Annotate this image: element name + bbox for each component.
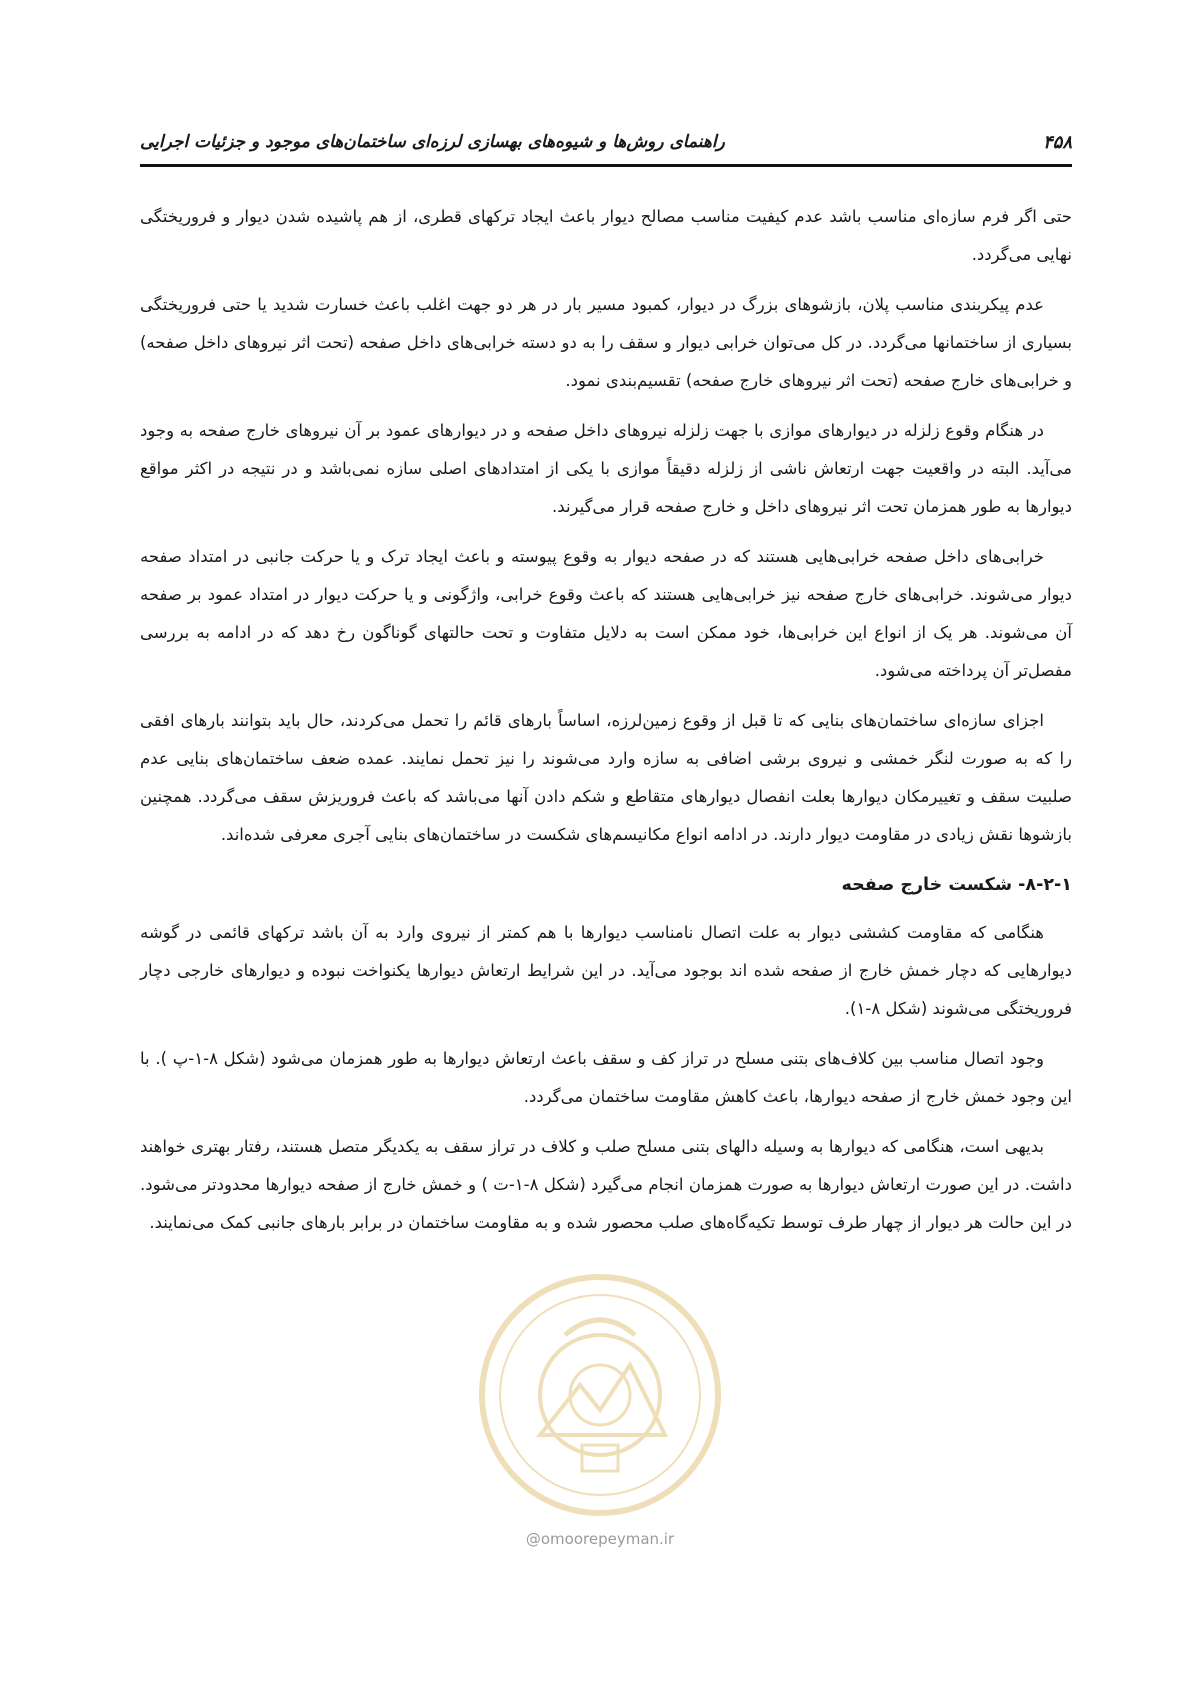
page-header [140,128,1072,168]
body-text [140,198,1072,1254]
section-heading: ۸-۲-۱- شکست خارج صفحه [841,875,1072,895]
paragraph: هنگامی که مقاومت کششی دیوار به علت اتصال نامناسب دیوارها با هم کمتر از نیروی وارد به آن باشد ترکهای قائمی در گوشه دیوارهایی که دچار خمش خارج از صفحه شده اند بوجود می‌آید. در این شرایط ارتعاش دیوارها یکنواخت نبوده و دیوارهای خارجی دچار فروریختگی می‌شوند (شکل ۸-۱). [140,923,1072,1018]
watermark-seal-icon [470,1265,730,1525]
paragraph: خرابی‌های داخل صفحه خرابی‌هایی هستند که در صفحه دیوار به وقوع پیوسته و باعث ایجاد ترک و یا حرکت جانبی در امتداد صفحه دیوار می‌شوند. خرابی‌های خارج صفحه نیز خرابی‌هایی هستند که باعث وقوع خرابی، واژگونی و یا حرکت دیوار در امتداد عمود بر صفحه آن می‌شوند. هر یک از انواع این خرابی‌ها، خود ممکن است به دلایل متفاوت و تحت حالتهای گوناگون رخ دهد که در ادامه به بررسی مفصل‌تر آن پرداخته می‌شود. [140,547,1072,680]
paragraph: عدم پیکربندی مناسب پلان، بازشوهای بزرگ در دیوار، کمبود مسیر بار در هر دو جهت اغلب باعث خسارت شدید یا حتی فروریختگی بسیاری از ساختمانها می‌گردد. در کل می‌توان خرابی دیوار و سقف را به دو دسته خرابی‌های داخل صفحه (تحت اثر نیروهای داخل صفحه) و خرابی‌های خارج صفحه (تحت اثر نیروهای خارج صفحه) تقسیم‌بندی نمود. [140,295,1072,390]
paragraph: بدیهی است، هنگامی که دیوارها به وسیله دالهای بتنی مسلح صلب و کلاف در تراز سقف به یکدیگر متصل هستند، رفتار بهتری خواهند داشت. در این صورت ارتعاش دیوارها به صورت همزمان انجام می‌گیرد (شکل ۸-۱-ت ) و خمش خارج از صفحه دیوارها محدودتر می‌شود. در این حالت هر دیوار از چهار طرف توسط تکیه‌گاه‌های صلب محصور شده و به مقاومت ساختمان در برابر بارهای جانبی کمک می‌نمایند. [140,1137,1072,1232]
header-rule [140,164,1072,167]
book-title: راهنمای روش‌ها و شیوه‌های بهسازی لرزه‌ای ساختمان‌های موجود و جزئیات اجرایی [140,132,725,152]
paragraph: اجزای سازه‌ای ساختمان‌های بنایی که تا قبل از وقوع زمین‌لرزه، اساساً بارهای قائم را تحمل می‌کردند، حال باید بتوانند بارهای افقی را که به صورت لنگر خمشی و نیروی برشی اضافی به سازه وارد می‌شوند را نیز تحمل نمایند. عمده ضعف ساختمان‌های بنایی عدم صلبیت سقف و تغییرمکان دیوارها بعلت انفصال دیوارهای متقاطع و شکم دادن آنها می‌باشد که باعث فروریزش سقف می‌گردد. همچنین بازشوها نقش زیادی در مقاومت دیوار دارند. در ادامه انواع مکانیسم‌های شکست در ساختمان‌های بنایی آجری معرفی شده‌اند. [140,711,1072,844]
watermark-url: @omoorepeyman.ir [525,1530,675,1548]
paragraph: وجود اتصال مناسب بین کلاف‌های بتنی مسلح در تراز کف و سقف باعث ارتعاش دیوارها به طور همزمان می‌شود (شکل ۸-۱-پ ). با این وجود خمش خارج از صفحه دیوارها، باعث کاهش مقاومت ساختمان می‌گردد. [140,1049,1072,1106]
paragraph: حتی اگر فرم سازه‌ای مناسب باشد عدم کیفیت مناسب مصالح دیوار باعث ایجاد ترکهای قطری، از هم پاشیده شدن دیوار و فروریختگی نهایی می‌گردد. [140,207,1072,264]
paragraph: در هنگام وقوع زلزله در دیوارهای موازی با جهت زلزله نیروهای داخل صفحه و در دیوارهای عمود بر آن نیروهای خارج صفحه به وجود می‌آید. البته در واقعیت جهت ارتعاش ناشی از زلزله دقیقاً موازی با یکی از امتدادهای اصلی سازه نمی‌باشد و در نتیجه در اکثر مواقع دیوارها به طور همزمان تحت اثر نیروهای داخل و خارج صفحه قرار می‌گیرند. [140,421,1072,516]
page-number: ۴۵۸ [1042,132,1072,153]
